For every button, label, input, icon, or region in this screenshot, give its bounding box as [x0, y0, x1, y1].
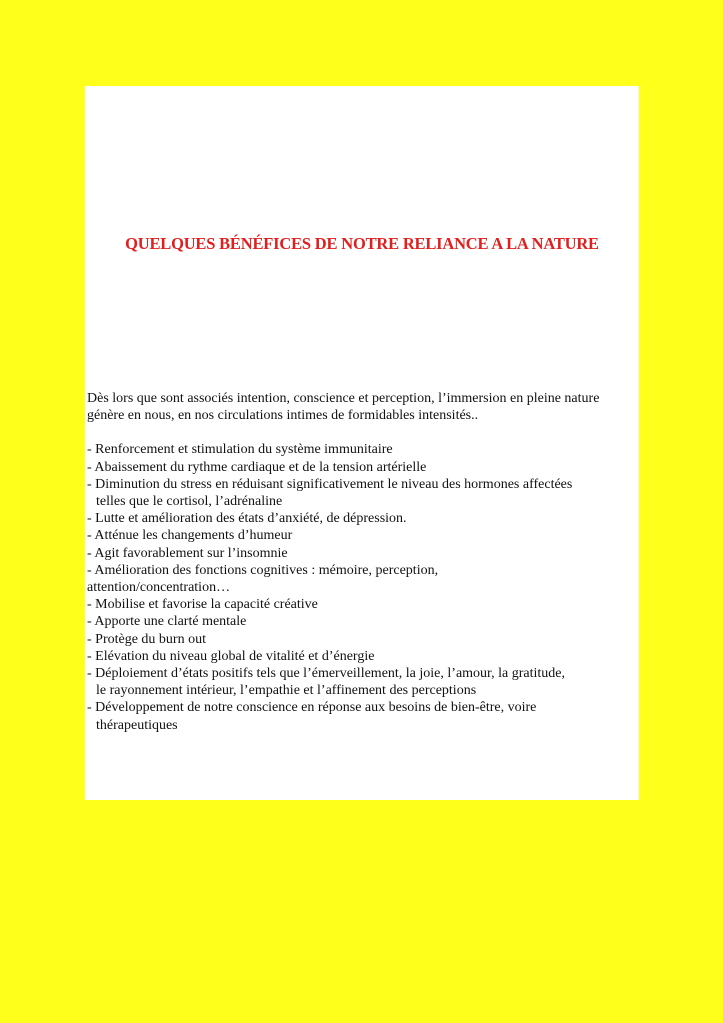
- benefit-text: - Abaissement du rythme cardiaque et de la tension artérielle: [87, 459, 427, 475]
- benefit-item: [87, 562, 635, 596]
- benefit-text: - Elévation du niveau global de vitalité et d’énergie: [87, 648, 375, 664]
- benefit-continuation: le rayonnement intérieur, l’empathie et l’affinement des perceptions: [96, 683, 477, 699]
- benefit-text: - Apporte une clarté mentale: [87, 614, 247, 630]
- benefit-text: - Renforcement et stimulation du système immunitaire: [87, 442, 393, 458]
- document-body: [87, 390, 635, 734]
- benefit-item: [87, 596, 635, 613]
- benefit-item: [87, 613, 635, 630]
- benefit-text: - Atténue les changements d’humeur: [87, 528, 293, 544]
- benefit-item: [87, 527, 635, 544]
- benefits-list: [87, 441, 635, 733]
- benefit-text: - Lutte et amélioration des états d’anxiété, de dépression.: [87, 511, 407, 527]
- benefit-item: [87, 699, 635, 733]
- benefit-item: [87, 545, 635, 562]
- benefit-continuation: thérapeutiques: [96, 717, 178, 733]
- intro-paragraph: Dès lors que sont associés intention, conscience et perception, l’immersion en pleine nature génère en nous, en nos circulations intimes de formidables intensités..: [87, 391, 600, 424]
- benefit-item: [87, 441, 635, 458]
- benefit-item: [87, 648, 635, 665]
- benefit-text: - Déploiement d’états positifs tels que l’émerveillement, la joie, l’amour, la gratitude,: [87, 666, 566, 682]
- document-page: [85, 86, 639, 800]
- page-title: QUELQUES BÉNÉFICES DE NOTRE RELIANCE A LA NATURE: [125, 234, 599, 253]
- benefit-item: [87, 510, 635, 527]
- benefit-text: - Mobilise et favorise la capacité créative: [87, 597, 318, 613]
- benefit-text: - Agit favorablement sur l’insomnie: [87, 545, 288, 561]
- benefit-continuation: telles que le cortisol, l’adrénaline: [96, 494, 283, 510]
- benefit-text: - Diminution du stress en réduisant significativement le niveau des hormones affectées: [87, 476, 573, 492]
- benefit-continuation: attention/concentration…: [87, 580, 231, 596]
- benefit-text: - Amélioration des fonctions cognitives : mémoire, perception,: [87, 562, 439, 578]
- benefit-item: [87, 631, 635, 648]
- benefit-text: - Développement de notre conscience en réponse aux besoins de bien-être, voire: [87, 700, 537, 716]
- benefit-item: [87, 476, 635, 510]
- benefit-item: [87, 665, 635, 699]
- benefit-item: [87, 459, 635, 476]
- benefit-text: - Protège du burn out: [87, 631, 206, 647]
